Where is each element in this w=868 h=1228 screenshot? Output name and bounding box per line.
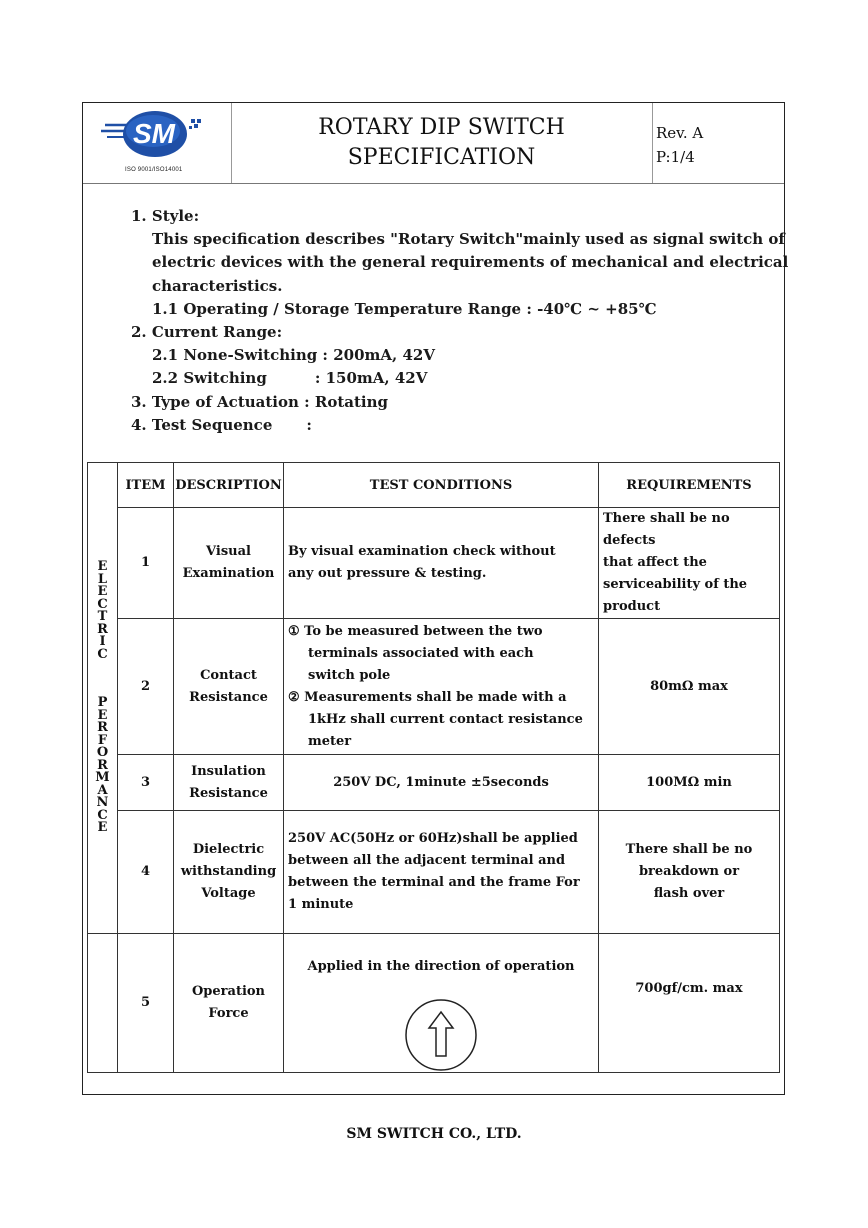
item-description: Dielectric withstanding Voltage bbox=[174, 811, 284, 934]
header bbox=[83, 103, 784, 184]
header-item: ITEM bbox=[118, 463, 174, 508]
item-number: 5 bbox=[118, 934, 174, 1073]
side-letter: C bbox=[97, 596, 108, 612]
test-conditions: By visual examination check without any out pressure & testing. bbox=[284, 508, 599, 619]
side-letter: E bbox=[97, 820, 108, 836]
table-header-row bbox=[88, 463, 780, 508]
table-row bbox=[88, 755, 780, 811]
side-letter: I bbox=[99, 634, 106, 650]
requirements: There shall be no breakdown or flash over bbox=[599, 811, 780, 934]
switching-label: 2.2 Switching bbox=[152, 369, 267, 388]
requirements: 700gf/cm. max bbox=[599, 934, 780, 1073]
side-letter: T bbox=[97, 609, 108, 625]
item-number: 1 bbox=[118, 508, 174, 619]
side-letter: P bbox=[97, 695, 108, 711]
switching-value: : 150mA, 42V bbox=[314, 369, 428, 388]
style-heading: 1. Style: bbox=[131, 207, 200, 225]
page-number: P:1/4 bbox=[656, 148, 695, 166]
spec-table bbox=[87, 462, 780, 1073]
side-label bbox=[88, 463, 118, 934]
side-letter: R bbox=[97, 757, 108, 773]
svg-text:SM: SM bbox=[133, 118, 175, 149]
side-letter: C bbox=[97, 646, 108, 662]
requirements: 80mΩ max bbox=[599, 619, 780, 755]
footer-company: SM SWITCH CO., LTD. bbox=[346, 1126, 522, 1142]
title-cell bbox=[231, 103, 653, 183]
switching bbox=[131, 367, 788, 390]
style-desc: This specification describes "Rotary Switch"mainly used as signal switch of bbox=[152, 230, 785, 249]
test-conditions: 250V DC, 1minute ±5seconds bbox=[284, 755, 599, 811]
side-letter: R bbox=[97, 621, 108, 637]
header-requirements: REQUIREMENTS bbox=[599, 463, 780, 508]
item-description: Insulation Resistance bbox=[174, 755, 284, 811]
side-letter: M bbox=[95, 770, 110, 786]
test-conditions: ① To be measured between the two terminals associated with each switch pole ② Measurements shall be made with a 1kHz shall current contact resistance meter bbox=[284, 619, 599, 755]
table-row bbox=[88, 811, 780, 934]
side-letter: C bbox=[97, 807, 108, 823]
side-letter: R bbox=[97, 720, 108, 736]
style-desc: characteristics. bbox=[152, 276, 283, 295]
table-row bbox=[88, 934, 780, 1073]
requirements: 100MΩ min bbox=[599, 755, 780, 811]
item-description: Visual Examination bbox=[174, 508, 284, 619]
header-description: DESCRIPTION bbox=[174, 463, 284, 508]
temperature-range: 1.1 Operating / Storage Temperature Range : -40℃ ~ +85℃ bbox=[152, 299, 657, 318]
table-row bbox=[88, 619, 780, 755]
style-desc: electric devices with the general requirements of mechanical and electrical bbox=[152, 253, 789, 272]
side-letter: E bbox=[97, 559, 108, 575]
test-sequence bbox=[131, 414, 788, 437]
table-row bbox=[88, 508, 780, 619]
item-number: 4 bbox=[118, 811, 174, 934]
header-conditions: TEST CONDITIONS bbox=[284, 463, 599, 508]
revision-cell bbox=[656, 121, 703, 169]
requirements: There shall be no defects that affect the serviceability of the product bbox=[599, 508, 780, 619]
test-conditions: 250V AC(50Hz or 60Hz)shall be applied between all the adjacent terminal and between the terminal and the frame For 1 minute bbox=[284, 811, 599, 934]
side-letter: E bbox=[97, 584, 108, 600]
spec-body bbox=[131, 205, 788, 437]
doc-subtitle: SPECIFICATION bbox=[347, 145, 536, 170]
operation-direction-text: Applied in the direction of operation bbox=[307, 959, 575, 974]
item-number: 2 bbox=[118, 619, 174, 755]
up-arrow-icon bbox=[404, 998, 478, 1072]
doc-title: ROTARY DIP SWITCH bbox=[318, 115, 565, 140]
item-number: 3 bbox=[118, 755, 174, 811]
side-letter: N bbox=[96, 795, 109, 811]
company-logo bbox=[83, 103, 231, 167]
side-letter: L bbox=[97, 571, 108, 587]
side-letter: E bbox=[97, 707, 108, 723]
side-letter: O bbox=[96, 745, 109, 761]
test-seq-colon: : bbox=[306, 415, 312, 434]
current-heading: 2. Current Range: bbox=[131, 323, 283, 342]
side-letter: A bbox=[97, 782, 108, 798]
side-label-blank bbox=[88, 934, 118, 1073]
test-conditions bbox=[284, 934, 599, 1073]
revision: Rev. A bbox=[656, 124, 704, 142]
actuation: 3. Type of Actuation : Rotating bbox=[131, 392, 389, 411]
side-letter: F bbox=[97, 732, 108, 748]
test-seq-label: 4. Test Sequence bbox=[131, 415, 273, 434]
none-switching: 2.1 None-Switching : 200mA, 42V bbox=[152, 346, 435, 365]
logo-cell bbox=[83, 103, 232, 183]
item-description: Contact Resistance bbox=[174, 619, 284, 755]
logo-subtext: ISO 9001/ISO14001 bbox=[125, 167, 183, 173]
item-description: Operation Force bbox=[174, 934, 284, 1073]
